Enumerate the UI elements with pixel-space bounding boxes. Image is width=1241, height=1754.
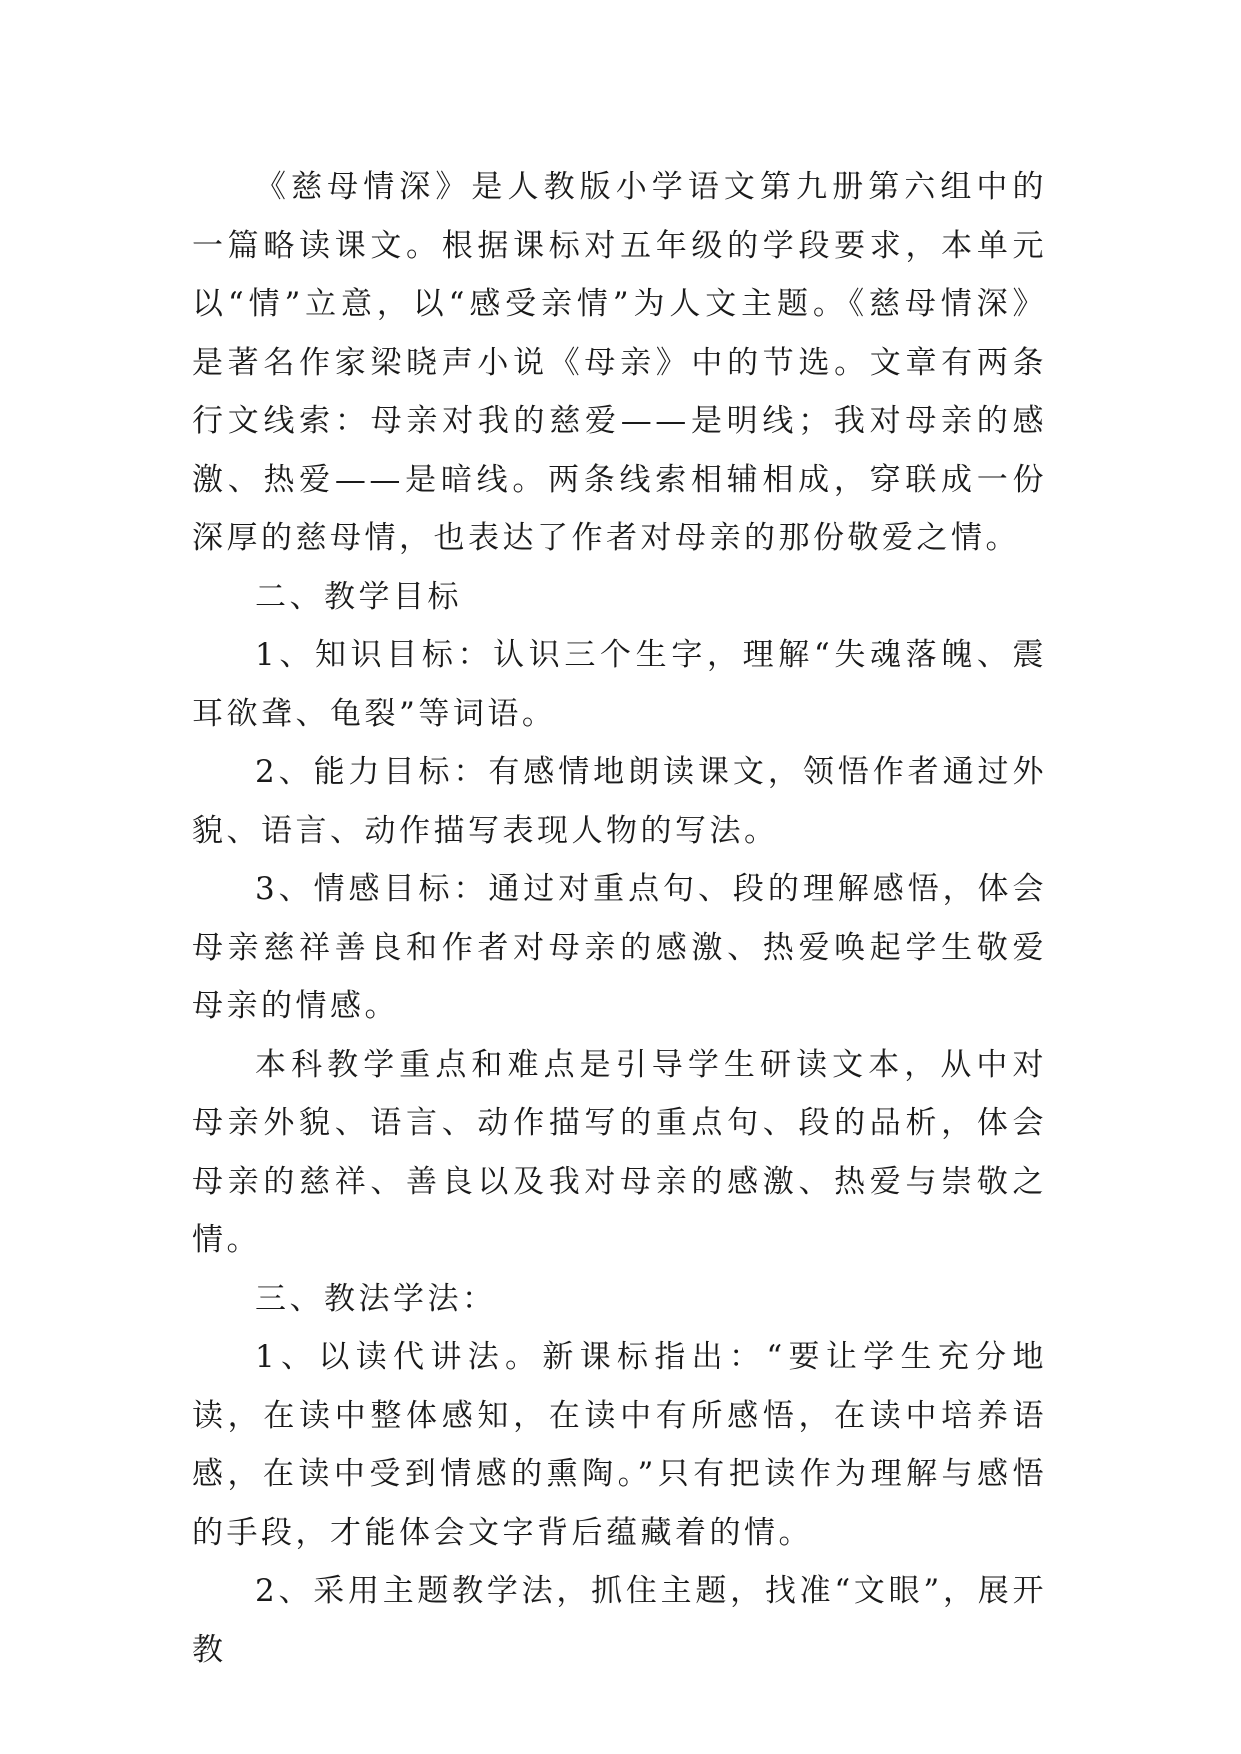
heading-methods: 三、教法学法：: [255, 1280, 497, 1317]
paragraph-method-reading: 1、以读代讲法。新课标指出：“要让学生充分地读，在读中整体感知，在读中有所感悟，在读中培养语感，在读中受到情感的熏陶。”只有把读作为理解与感悟的手段，才能体会文字背后蕴藏着的情。: [192, 1339, 1047, 1551]
paragraph-intro: 《慈母情深》是人教版小学语文第九册第六组中的一篇略读课文。根据课标对五年级的学段要求，本单元以“情”立意，以“感受亲情”为人文主题。《慈母情深》是著名作家梁晓声小说《母亲》中的节选。文章有两条行文线索：母亲对我的慈爱——是明线；我对母亲的感激、热爱——是暗线。两条线索相辅相成，穿联成一份深厚的慈母情，也表达了作者对母亲的那份敬爱之情。: [192, 169, 1047, 556]
paragraph-method-theme: 2、采用主题教学法，抓住主题，找准“文眼”，展开教: [192, 1573, 1047, 1668]
heading-teaching-goals: 二、教学目标: [255, 578, 462, 615]
paragraph-ability-goal: 2、能力目标：有感情地朗读课文，领悟作者通过外貌、语言、动作描写表现人物的写法。: [192, 754, 1047, 849]
paragraph-key-points: 本科教学重点和难点是引导学生研读文本，从中对母亲外貌、语言、动作描写的重点句、段的品析，体会母亲的慈祥、善良以及我对母亲的感激、热爱与崇敬之情。: [192, 1046, 1047, 1258]
paragraph-emotion-goal: 3、情感目标：通过对重点句、段的理解感悟，体会母亲慈祥善良和作者对母亲的感激、热爱唤起学生敬爱母亲的情感。: [192, 871, 1047, 1024]
paragraph-knowledge-goal: 1、知识目标：认识三个生字，理解“失魂落魄、震耳欲聋、龟裂”等词语。: [192, 637, 1047, 732]
document-page: [192, 158, 1047, 1679]
